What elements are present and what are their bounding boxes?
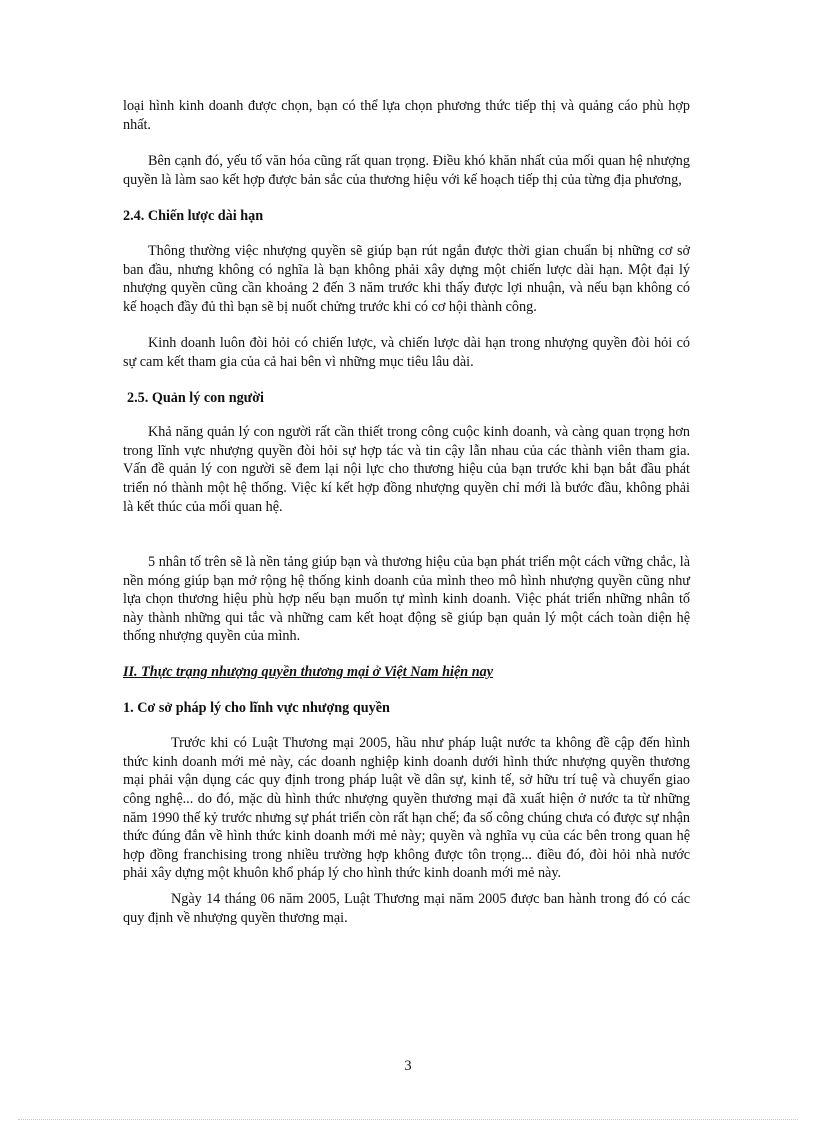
paragraph-commercial-law-context: Trước khi có Luật Thương mại 2005, hầu như pháp luật nước ta không đề cập đến hình thức kinh doanh mới mẻ này, các doanh nghiệp kinh doanh dưới hình thức nhượng quyền thương mại phải vận dụng các quy định trong pháp luật về dân sự, kinh tế, sở hữu trí tuệ và chuyển giao công nghệ... do đó, mặc dù hình thức nhượng quyền thương mại đã xuất hiện ở nước ta từ những năm 1990 thế kỷ trước nhưng sự phát triển còn rất hạn chế; đa số công chúng chưa có được sự nhận thức đúng đắn về hình thức kinh doanh mới mẻ này; quyền và nghĩa vụ của các bên trong quan hệ hợp đồng franchising trong nhiều trường hợp không được tôn trọng... điều đó, đòi hỏi nhà nước phải xây dựng một khuôn khổ pháp lý cho hình thức kinh doanh mới mẻ này. xyxy=(123,735,690,882)
heading-section-II: II. Thực trạng nhượng quyền thương mại ở Việt Nam hiện nay xyxy=(123,664,493,681)
page-number: 3 xyxy=(404,1058,412,1074)
heading-2-5: 2.5. Quản lý con người xyxy=(127,389,264,406)
paragraph-culture: Bên cạnh đó, yếu tố văn hóa cũng rất quan trọng. Điều khó khăn nhất của mối quan hệ nhượng quyền là làm sao kết hợp được bản sắc của thương hiệu với kế hoạch tiếp thị của từng địa phương, xyxy=(123,153,690,188)
document-body xyxy=(123,97,690,927)
paragraph-business-strategy: Kinh doanh luôn đòi hỏi có chiến lược, và chiến lược dài hạn trong nhượng quyền đòi hỏi có sự cam kết tham gia của cả hai bên vì những mục tiêu lâu dài. xyxy=(123,335,690,370)
heading-2-4: 2.4. Chiến lược dài hạn xyxy=(123,208,264,225)
paragraph-law-enacted: Ngày 14 tháng 06 năm 2005, Luật Thương mại năm 2005 được ban hành trong đó có các quy định về nhượng quyền thương mại. xyxy=(123,891,690,926)
paragraph-continuation: loại hình kinh doanh được chọn, bạn có thể lựa chọn phương thức tiếp thị và quảng cáo phù hợp nhất. xyxy=(123,98,690,133)
paragraph-five-factors: 5 nhân tố trên sẽ là nền tảng giúp bạn và thương hiệu của bạn phát triển một cách vững chắc, là nền móng giúp bạn mở rộng hệ thống kinh doanh của mình theo mô hình nhượng quyền cũng như lựa chọn thương hiệu phù hợp nếu bạn muốn tự mình kinh doanh. Việc phát triển những nhân tố này thành những qui tắc và những cam kết hoạt động sẽ giúp bạn quản lý một cách toàn diện hệ thống nhượng quyền của mình. xyxy=(123,554,690,645)
paragraph-long-term-strategy: Thông thường việc nhượng quyền sẽ giúp bạn rút ngắn được thời gian chuẩn bị những cơ sở ban đầu, nhưng không có nghĩa là bạn không phải xây dựng một chiến lược dài hạn. Một đại lý nhượng quyền cũng cần khoảng 2 đến 3 năm trước khi thấy được lợi nhuận, và nếu bạn không có kế hoạch đầy đủ thì bạn sẽ bị nuốt chửng trước khi có cơ hội thành công. xyxy=(123,242,690,315)
heading-1-legal-basis: 1. Cơ sở pháp lý cho lĩnh vực nhượng quyền xyxy=(123,699,390,716)
page-edge-divider xyxy=(18,1119,798,1120)
paragraph-people-management: Khả năng quản lý con người rất cần thiết trong công cuộc kinh doanh, và càng quan trọng hơn trong lĩnh vực nhượng quyền đòi hỏi sự hợp tác và tin cậy lẫn nhau của các thành viên tham gia. Vấn đề quản lý con người sẽ đem lại nội lực cho thương hiệu của bạn trước khi bạn bắt đầu phát triển nó thành một hệ thống. Việc kí kết hợp đồng nhượng quyền chỉ mới là bước đầu, không phải là kết thúc của mối quan hệ. xyxy=(123,424,690,515)
